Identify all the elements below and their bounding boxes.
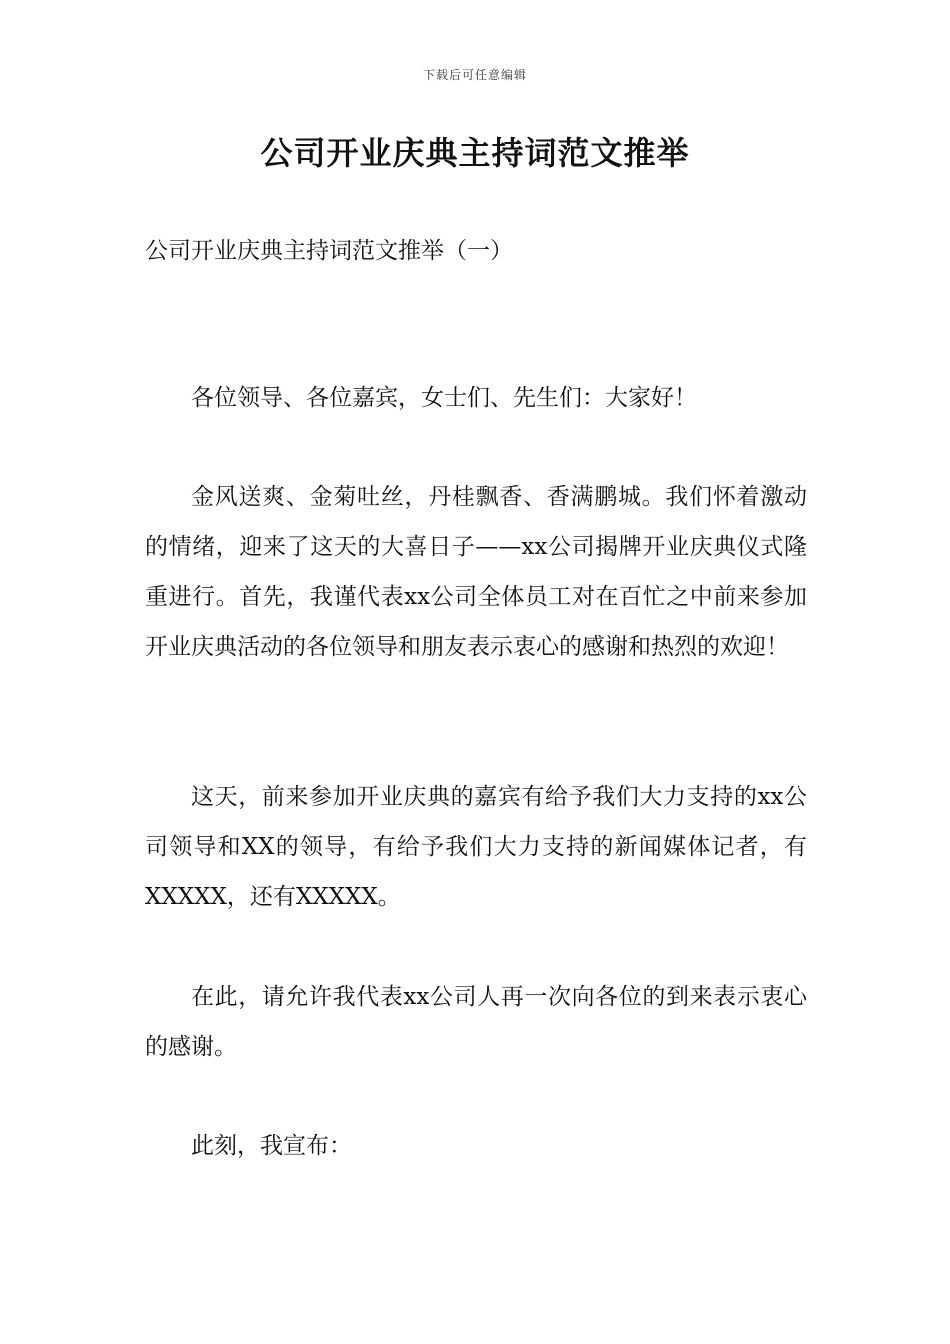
- header-note: 下载后可任意编辑: [422, 68, 527, 82]
- paragraph-opening: 金风送爽、金菊吐丝，丹桂飘香、香满鹏城。我们怀着激动的情绪，迎来了这天的大喜日子——xx公司揭牌开业庆典仪式隆重进行。首先，我谨代表xx公司全体员工对在百忙之中前来参加开业庆典活动的各位领导和朋友表示衷心的感谢和热烈的欢迎！: [145, 484, 807, 660]
- paragraph-guests: 这天，前来参加开业庆典的嘉宾有给予我们大力支持的xx公司领导和XX的领导，有给予我们大力支持的新闻媒体记者，有XXXXX，还有XXXXX。: [145, 784, 807, 910]
- document-title: 公司开业庆典主持词范文推举: [260, 134, 690, 172]
- paragraph-greeting: 各位领导、各位嘉宾，女士们、先生们：大家好！: [191, 385, 697, 411]
- document-subtitle: 公司开业庆典主持词范文推举（一）: [145, 238, 513, 264]
- paragraph-announcement: 此刻，我宣布：: [191, 1133, 352, 1159]
- paragraph-thanks: 在此，请允许我代表xx公司人再一次向各位的到来表示衷心的感谢。: [145, 984, 807, 1060]
